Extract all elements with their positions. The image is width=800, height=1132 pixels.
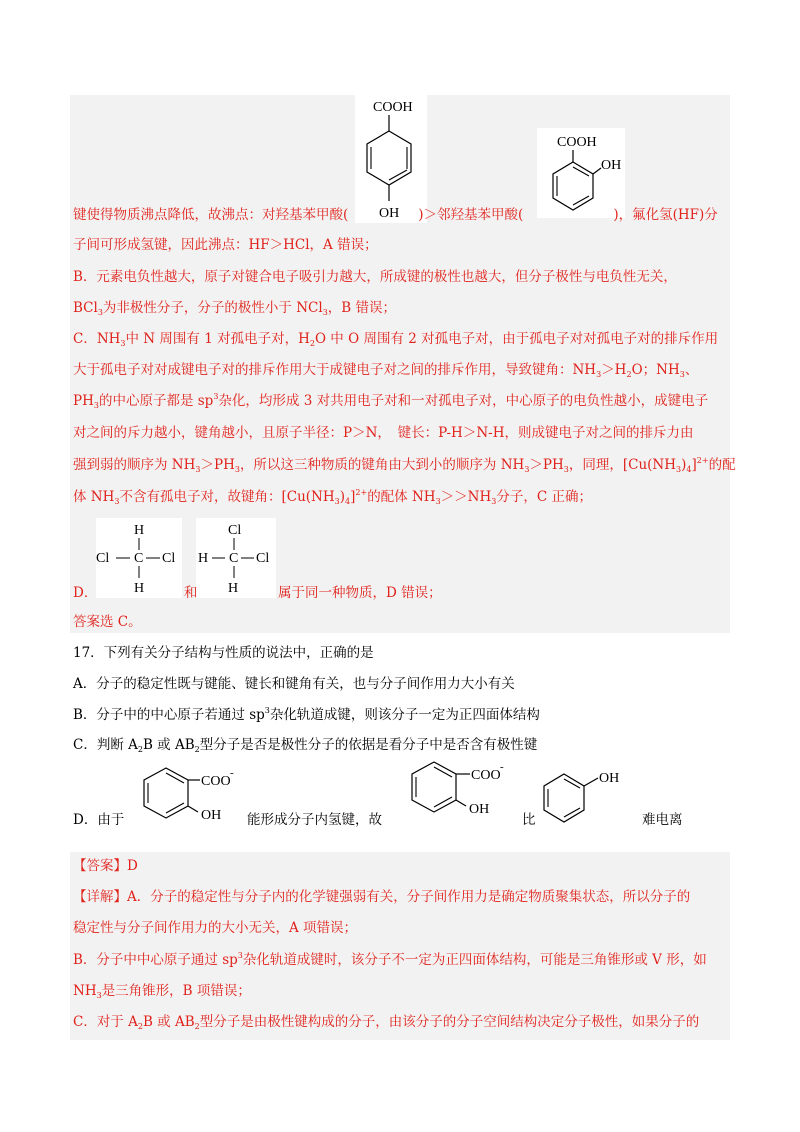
svg-text:H: H bbox=[198, 551, 209, 566]
prev-answer-conclusion: 答案选 C。 bbox=[73, 614, 142, 630]
question-option-d-than: 比 bbox=[522, 812, 536, 828]
question-option-a: A．分子的稳定性既与键能、键长和键角有关，也与分子间作用力大小有关 bbox=[73, 676, 515, 692]
answer-line-a2: 稳定性与分子间作用力的大小无关，A 项错误； bbox=[73, 920, 358, 936]
prev-answer-line-d-and: 和 bbox=[184, 585, 198, 601]
svg-text:OH: OH bbox=[599, 771, 620, 786]
svg-text:-: - bbox=[500, 761, 504, 773]
prev-answer-line-c2: 大于孤电子对对成键电子对的排斥作用大于成键电子对之间的排斥作用，导致键角：$NH_3>H_2O$；$NH_3$、 bbox=[73, 362, 699, 379]
question-option-d-middle: 能形成分子内氢键，故 bbox=[247, 812, 382, 828]
question-stem: 17．下列有关分子结构与性质的说法中，正确的是 bbox=[73, 645, 374, 661]
svg-text:-: - bbox=[230, 767, 234, 779]
prev-answer-line-d-suffix: 属于同一种物质，D 错误； bbox=[278, 585, 442, 601]
question-option-b: B．分子中的中心原子若通过 $sp^3$杂化轨道成键，则该分子一定为正四面体结构 bbox=[73, 706, 540, 723]
svg-text:C: C bbox=[134, 551, 144, 566]
answer-line-b1: B．分子中中心原子通过 $sp^3$杂化轨道成键时，该分子不一定为正四面体结构，可能是三角锥形或 V 形，如 bbox=[73, 951, 707, 968]
svg-text:Cl: Cl bbox=[256, 551, 270, 566]
prev-answer-line-a1: 键使得物质沸点降低，故沸点：对羟基苯甲酸( )＞邻羟基苯甲酸( )，氟化氢(HF)分 bbox=[73, 207, 718, 223]
prev-answer-line-c1: C．$NH_3$中 N 周围有 1 对孤电子对，$H_2O$ 中 O 周围有 2 对孤电子对，由于孤电子对对孤电子对的排斥作用 bbox=[73, 331, 719, 348]
prev-answer-line-c4: 对之间的斥力越小，键角越小，且原子半径：P＞N， 键长：P-H＞N-H，则成键电子对之间的排斥力由 bbox=[73, 425, 694, 441]
svg-text:Cl: Cl bbox=[162, 551, 176, 566]
svg-text:OH: OH bbox=[201, 808, 222, 823]
svg-text:OH: OH bbox=[379, 206, 400, 221]
question-option-d-prefix: D．由于 bbox=[73, 812, 125, 828]
svg-text:OH: OH bbox=[469, 802, 490, 817]
prev-answer-line-d-prefix: D． bbox=[73, 585, 98, 601]
p-hydroxybenzoic-acid-structure bbox=[355, 95, 427, 223]
dichloromethane-structure-1 bbox=[96, 518, 182, 598]
svg-text:COO: COO bbox=[201, 774, 231, 789]
svg-text:OH: OH bbox=[601, 158, 622, 173]
answer-line-b2: $NH_3$是三角锥形，B 项错误； bbox=[73, 983, 251, 1000]
svg-text:Cl: Cl bbox=[228, 523, 242, 538]
svg-text:C: C bbox=[229, 551, 239, 566]
question-option-c: C．判断 $A_2B$ 或 $AB_2$型分子是否是极性分子的依据是看分子中是否含有极性键 bbox=[73, 737, 538, 754]
prev-answer-line-c5: 强到弱的顺序为 $NH_3>PH_3$，所以这三种物质的键角由大到小的顺序为 $NH_3>PH_3$，同理，$[Cu(NH_3)_4]^{2+}$的配 bbox=[73, 456, 736, 474]
svg-text:COOH: COOH bbox=[373, 100, 413, 115]
svg-text:H: H bbox=[134, 523, 145, 538]
prev-answer-line-a2: 子间可形成氢键，因此沸点：HF＞HCl，A 错误； bbox=[73, 237, 378, 253]
answer-line-c1: C．对于 $A_2B$ 或 $AB_2$型分子是由极性键构成的分子，由该分子的分子空间结构决定分子极性，如果分子的 bbox=[73, 1014, 700, 1031]
answer-label: 【答案】D bbox=[73, 858, 138, 874]
svg-text:COO: COO bbox=[471, 768, 501, 783]
svg-text:H: H bbox=[228, 581, 239, 596]
prev-answer-line-b2: BCl$_3$为非极性分子，分子的极性小于 NCl$_3$，B 错误； bbox=[73, 300, 396, 317]
svg-text:Cl: Cl bbox=[96, 551, 110, 566]
salicylate-structure-1 bbox=[126, 762, 236, 834]
prev-answer-line-c3: $PH_3$的中心原子都是 $sp^3$杂化，均形成 3 对共用电子对和一对孤电子对，中心原子的电负性越小，成键电子 bbox=[73, 392, 709, 410]
svg-text:COOH: COOH bbox=[557, 135, 597, 150]
answer-line-a1: 【详解】A．分子的稳定性与分子内的化学键强弱有关，分子间作用力是确定物质聚集状态，所以分子的 bbox=[73, 889, 691, 905]
prev-answer-line-c6: 体 $NH_3$不含有孤电子对，故键角：$[Cu(NH_3)_4]^{2+}$的配体 $NH_3>>NH_3$分子，C 正确； bbox=[73, 488, 592, 506]
svg-text:H: H bbox=[134, 581, 145, 596]
salicylate-structure-2 bbox=[392, 756, 512, 828]
dichloromethane-structure-2 bbox=[196, 518, 276, 598]
prev-answer-line-b1: B．元素电负性越大，原子对键合电子吸引力越大，所成键的极性也越大，但分子极性与电负性无关， bbox=[73, 269, 677, 285]
phenol-structure bbox=[538, 768, 638, 832]
question-option-d-suffix: 难电离 bbox=[642, 812, 683, 828]
